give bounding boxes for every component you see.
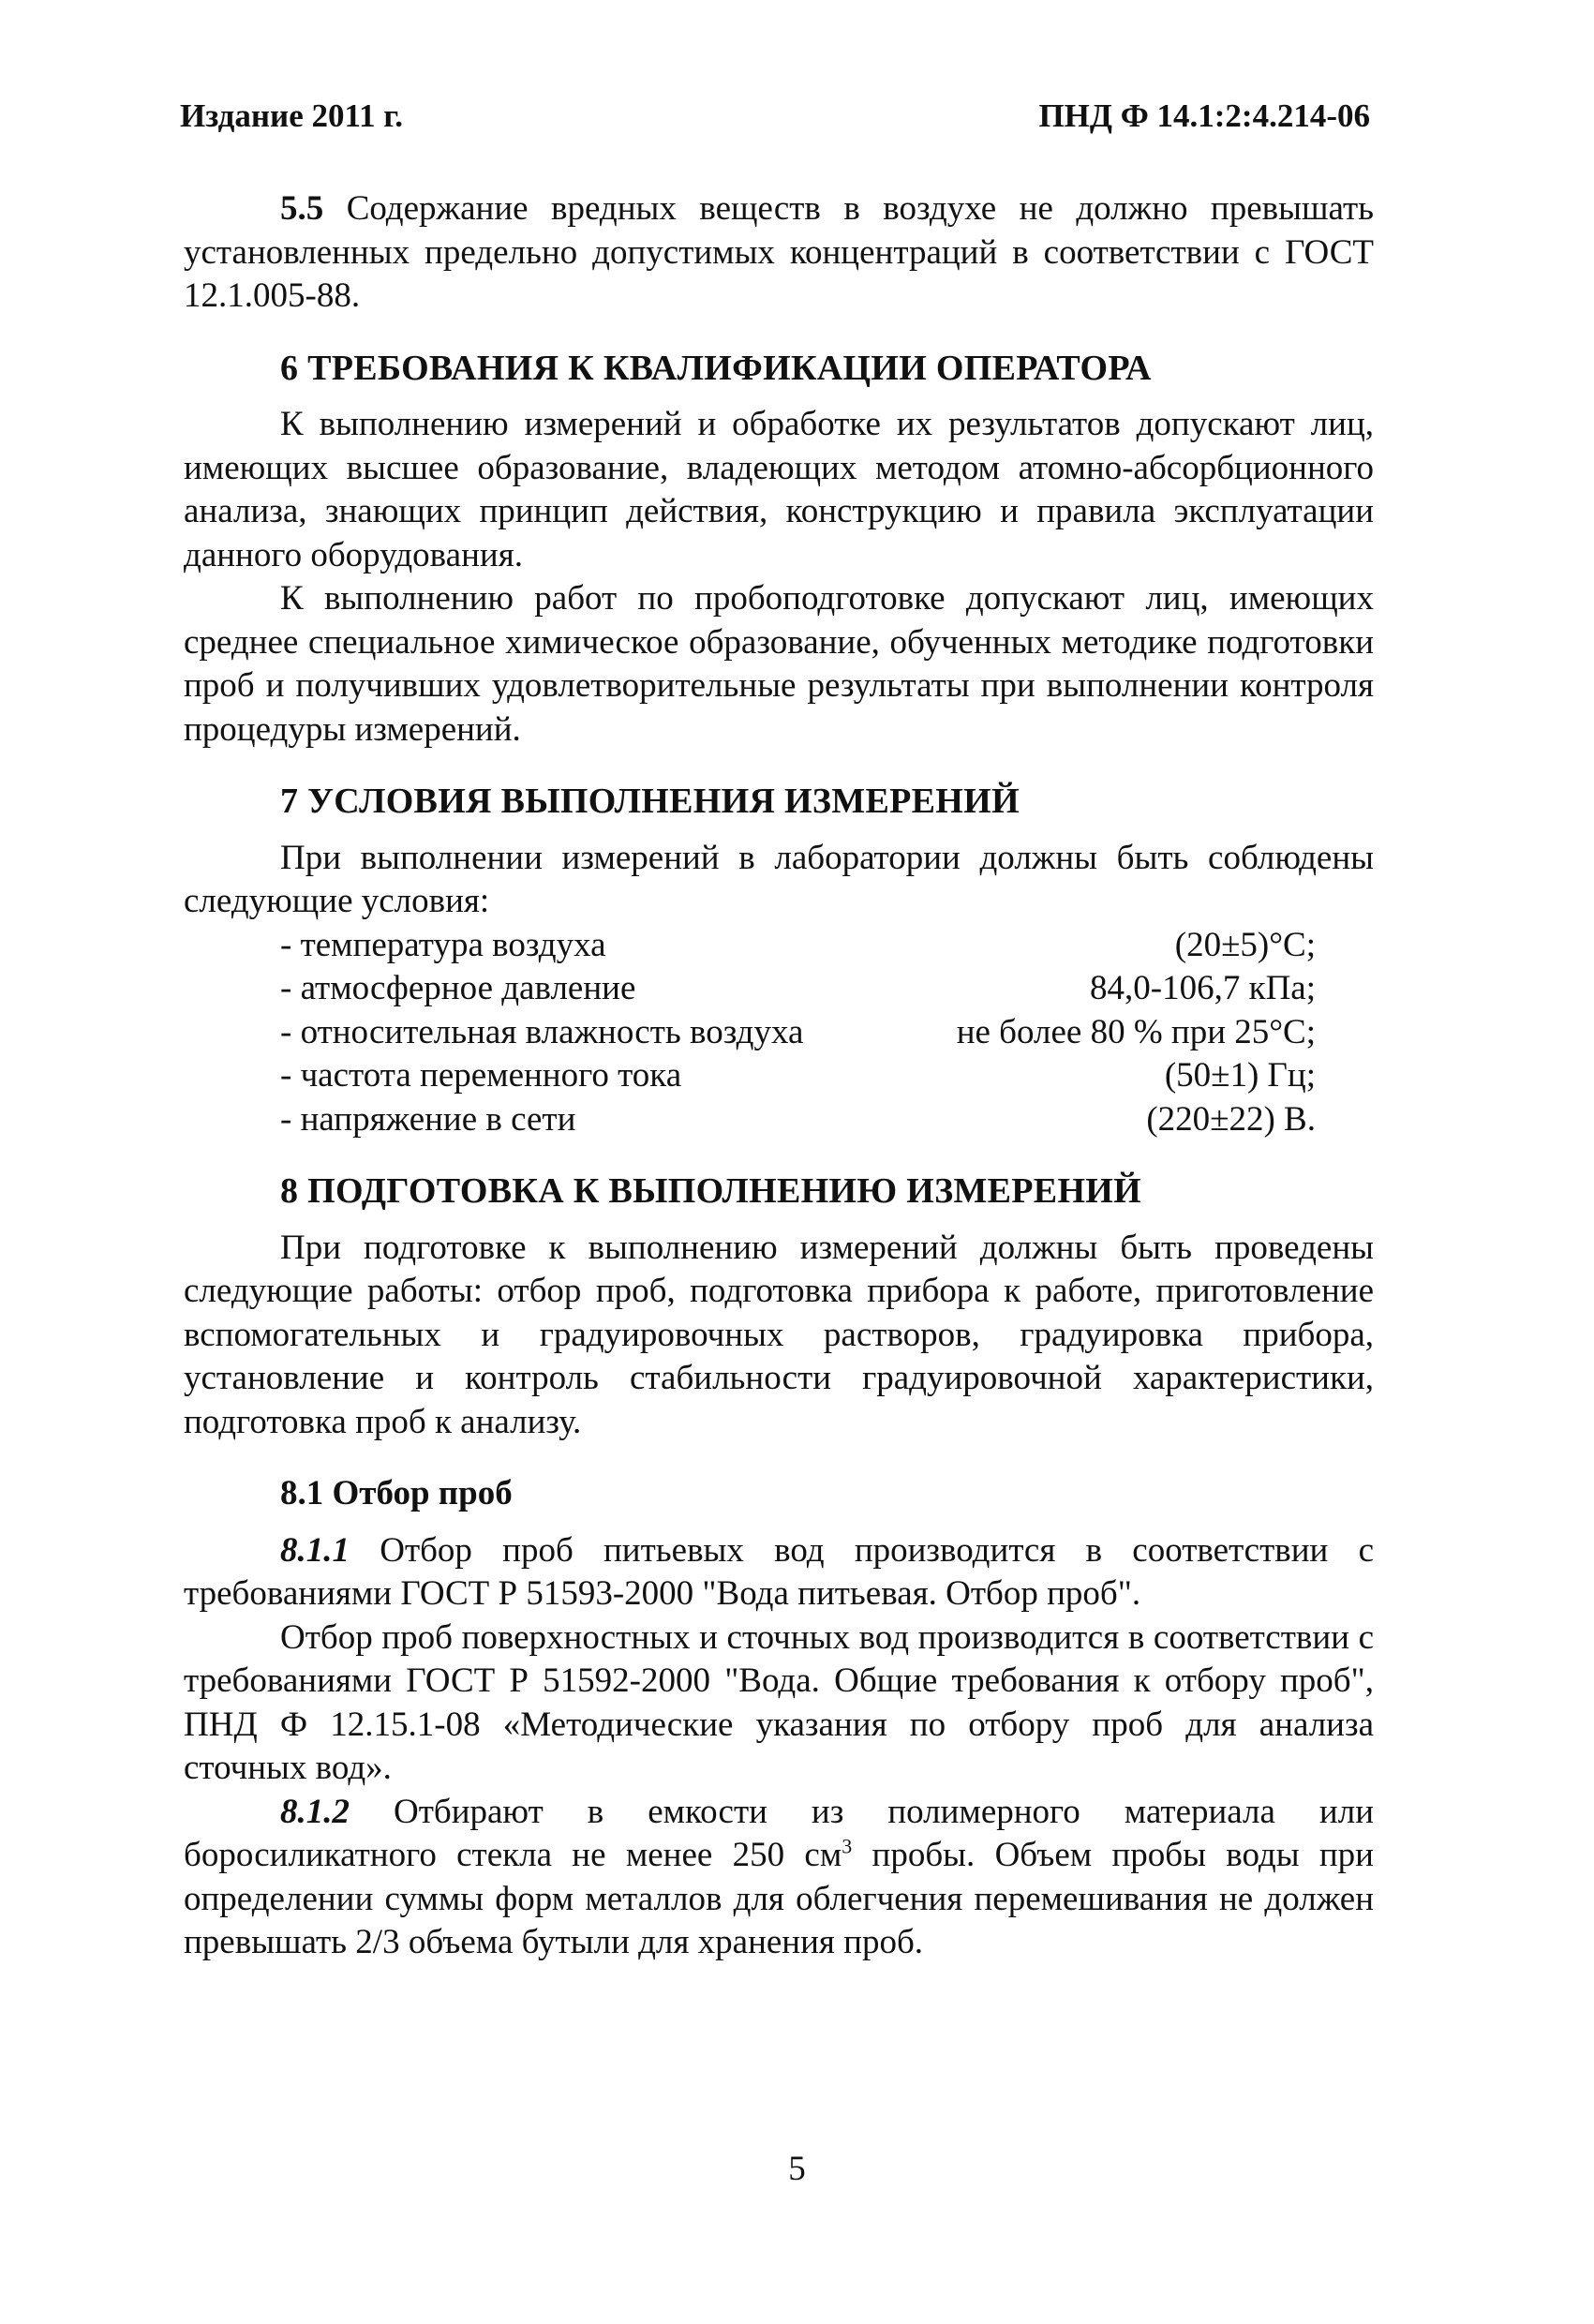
- paragraph-text: Содержание вредных веществ в воздухе не должно превышать установленных предельно допустимых концентраций в соответствии с ГОСТ 12.1.005-88.: [184, 189, 1374, 315]
- paragraph-number: 8.1.1: [280, 1530, 350, 1570]
- condition-value: (220±22) В.: [1146, 1099, 1316, 1139]
- paragraph-8-1-1: [184, 1529, 1374, 1616]
- condition-item: [280, 1098, 1316, 1142]
- superscript: 3: [842, 1834, 853, 1858]
- condition-value: (20±5)°C;: [1174, 925, 1316, 964]
- document-code: ПНД Ф 14.1:2:4.214-06: [1038, 97, 1370, 134]
- page-content: [184, 187, 1374, 1965]
- condition-value: 84,0-106,7 кПа;: [1090, 969, 1316, 1007]
- condition-item: [280, 1054, 1316, 1098]
- paragraph-text: Отбор проб питьевых вод производится в соответствии с требованиями ГОСТ Р 51593-2000 "Вода питьевая. Отбор проб".: [184, 1530, 1374, 1613]
- subsection-8-1-title: 8.1 Отбор проб: [280, 1474, 513, 1512]
- section-6-title: 6 ТРЕБОВАНИЯ К КВАЛИФИКАЦИИ ОПЕРАТОРА: [280, 348, 1152, 388]
- page-number: 5: [788, 2150, 806, 2188]
- condition-label: - температура воздуха: [280, 925, 606, 964]
- page-header: [180, 97, 1370, 135]
- section-7-intro: При выполнении измерений в лаборатории должны быть соблюдены следующие условия:: [184, 838, 1374, 920]
- paragraph-5-5: [184, 187, 1374, 319]
- condition-value: (50±1) Гц;: [1164, 1056, 1316, 1095]
- paragraph-surface-water: Отбор проб поверхностных и сточных вод производится в соответствии с требованиями ГОСТ Р 51592-2000 "Вода. Общие требования к отбору проб", ПНД Ф 12.15.1-08 «Методические указания по отбору проб для анализа сточных вод».: [184, 1617, 1374, 1787]
- section-6-paragraph-1: К выполнению измерений и обработке их результатов допускают лиц, имеющих высшее образование, владеющих методом атомно-абсорбционного анализа, знающих принцип действия, конструкцию и правила эксплуатации данного оборудования.: [184, 405, 1374, 574]
- condition-value: не более 80 % при 25°C;: [956, 1012, 1316, 1051]
- condition-label: - напряжение в сети: [280, 1099, 576, 1139]
- section-7-title: 7 УСЛОВИЯ ВЫПОЛНЕНИЯ ИЗМЕРЕНИЙ: [280, 782, 1020, 821]
- section-6-paragraph-2: К выполнению работ по пробоподготовке допускают лиц, имеющих среднее специальное химическое образование, обученных методике подготовки проб и получивших удовлетворительные результаты при выполнении контроля процедуры измерений.: [184, 579, 1374, 749]
- condition-item: [280, 967, 1316, 1011]
- paragraph-number: 5.5: [280, 189, 324, 228]
- condition-label: - относительная влажность воздуха: [280, 1012, 804, 1051]
- paragraph-8-1-2: [184, 1791, 1374, 1965]
- section-8-title: 8 ПОДГОТОВКА К ВЫПОЛНЕНИЮ ИЗМЕРЕНИЙ: [280, 1171, 1142, 1211]
- condition-item: [280, 924, 1316, 968]
- paragraph-text-continued: пробы. Объем пробы воды при определении суммы форм металлов для облегчения перемешивания не должен превышать 2/3 объема бутыли для хранения проб.: [184, 1836, 1374, 1961]
- section-8-intro: При подготовке к выполнению измерений должны быть проведены следующие работы: отбор проб, подготовка прибора к работе, приготовление вспомогательных и градуировочных растворов, градуировка прибора, установление и контроль стабильности градуировочной характеристики, подготовка проб к анализу.: [184, 1228, 1374, 1441]
- edition-label: Издание 2011 г.: [180, 97, 403, 134]
- condition-item: [280, 1011, 1316, 1055]
- condition-label: - атмосферное давление: [280, 969, 636, 1007]
- condition-label: - частота переменного тока: [280, 1056, 682, 1095]
- paragraph-text: Отбирают в емкости из полимерного материала или боросиликатного стекла не менее 250 см: [184, 1792, 1374, 1874]
- conditions-list: [184, 924, 1374, 1142]
- paragraph-number: 8.1.2: [280, 1792, 350, 1831]
